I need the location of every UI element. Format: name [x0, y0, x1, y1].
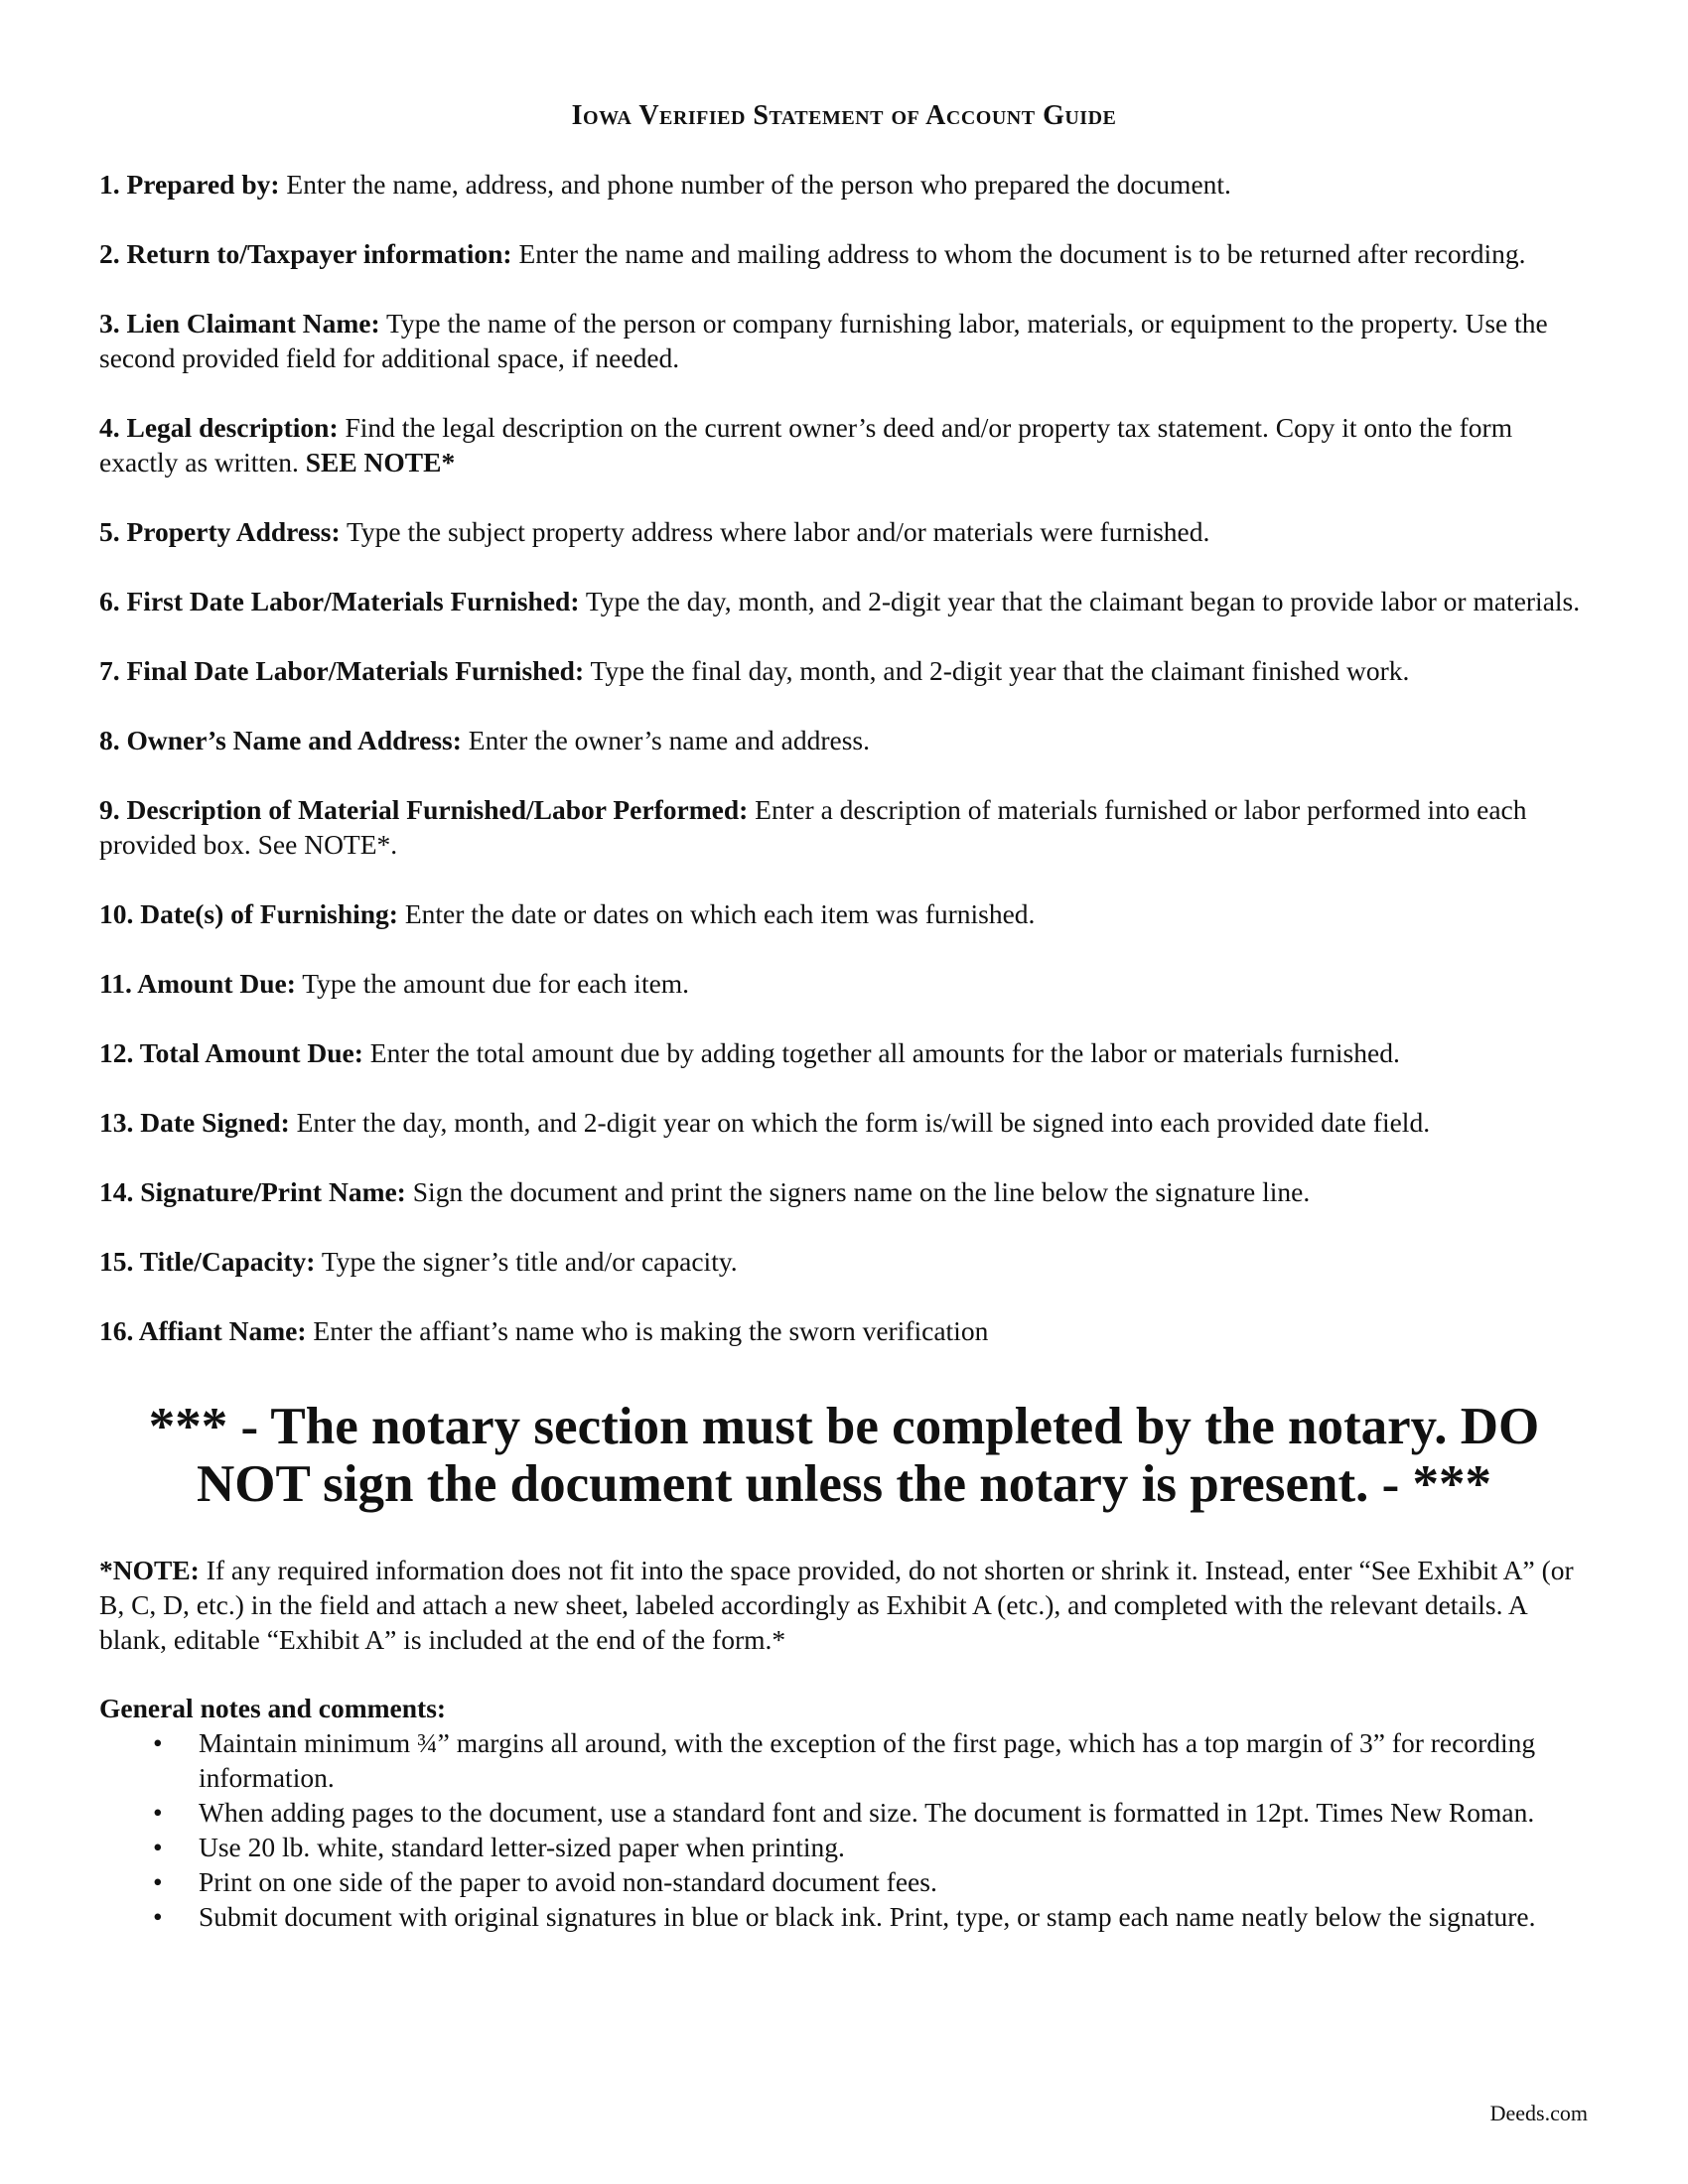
instruction-label: 4. Legal description: [99, 412, 339, 443]
instruction-text: Enter the name and mailing address to whom the document is to be returned after recording. [511, 238, 1526, 269]
instruction-item [99, 1313, 1589, 1348]
instruction-label: 9. Description of Material Furnished/Labor Performed: [99, 794, 749, 825]
instruction-item [99, 653, 1589, 688]
bullet-text: When adding pages to the document, use a standard font and size. The document is formatted in 12pt. Times New Roman. [199, 1797, 1535, 1828]
list-item [99, 1795, 1589, 1830]
instruction-text: Enter the date or dates on which each item was furnished. [397, 898, 1036, 929]
instruction-label: 1. Prepared by: [99, 169, 280, 200]
exhibit-note [99, 1553, 1589, 1657]
instruction-label: 11. Amount Due: [99, 968, 296, 999]
document-title: Iowa Verified Statement of Account Guide [571, 100, 1117, 131]
see-note-reference: SEE NOTE* [305, 447, 456, 478]
instruction-label: 7. Final Date Labor/Materials Furnished: [99, 655, 585, 686]
instruction-text: Type the subject property address where labor and/or materials were furnished. [340, 516, 1210, 547]
general-notes-heading: General notes and comments: [99, 1693, 447, 1723]
instruction-text: Enter a description of materials furnished or labor performed into each provided box. See NOTE*. [99, 794, 1527, 860]
list-item [99, 1830, 1589, 1864]
notary-warning: *** - The notary section must be completed by the notary. DO NOT sign the document unless the notary is present. - *** [148, 1398, 1540, 1513]
instruction-item [99, 896, 1589, 931]
instruction-label: 5. Property Address: [99, 516, 341, 547]
bullet-icon: • [153, 1866, 163, 1897]
instruction-text: Type the amount due for each item. [295, 968, 690, 999]
bullet-icon: • [153, 1797, 163, 1828]
footer-brand: Deeds.com [1489, 2101, 1588, 2125]
instruction-label: 15. Title/Capacity: [99, 1246, 316, 1277]
instruction-item [99, 723, 1589, 757]
instruction-text: Type the name of the person or company furnishing labor, materials, or equipment to the property. Use the second provided field for additional space, if needed. [99, 308, 1548, 373]
instruction-item [99, 410, 1589, 479]
bullet-text: Maintain minimum ¾” margins all around, with the exception of the first page, which has a top margin of 3” for recording information. [199, 1727, 1536, 1793]
instruction-item [99, 1035, 1589, 1070]
instruction-item [99, 966, 1589, 1001]
instruction-item [99, 167, 1589, 202]
instruction-text: Enter the name, address, and phone number of the person who prepared the document. [279, 169, 1231, 200]
instruction-list [99, 167, 1589, 1348]
instruction-label: 12. Total Amount Due: [99, 1037, 363, 1068]
instruction-text: Type the day, month, and 2-digit year that the claimant began to provide labor or materials. [579, 586, 1581, 616]
bullet-text: Use 20 lb. white, standard letter-sized paper when printing. [199, 1832, 845, 1862]
bullet-icon: • [153, 1727, 163, 1758]
note-text: If any required information does not fit into the space provided, do not shorten or shrink it. Instead, enter “See Exhibit A” (or B, C, D, etc.) in the field and attach a new sheet, labeled accordingly as Exhibit A (etc.), and completed with the relevant details. A blank, editable “Exhibit A” is included at the end of the form.* [99, 1555, 1574, 1655]
note-label: *NOTE: [99, 1555, 200, 1585]
bullet-icon: • [153, 1832, 163, 1862]
instruction-item [99, 1244, 1589, 1279]
list-item [99, 1864, 1589, 1899]
general-notes [99, 1691, 1589, 1934]
instruction-label: 16. Affiant Name: [99, 1315, 307, 1346]
list-item [99, 1899, 1589, 1934]
document-page [99, 99, 1589, 1934]
instruction-item [99, 306, 1589, 375]
list-item [99, 1725, 1589, 1795]
instruction-text: Find the legal description on the current owner’s deed and/or property tax statement. Copy it onto the form exactly as written. [99, 412, 1513, 478]
instruction-item [99, 1105, 1589, 1140]
instruction-item [99, 584, 1589, 618]
instruction-text: Enter the owner’s name and address. [461, 725, 870, 755]
instruction-label: 3. Lien Claimant Name: [99, 308, 380, 339]
instruction-text: Enter the day, month, and 2-digit year on which the form is/will be signed into each provided date field. [289, 1107, 1431, 1138]
instruction-item [99, 514, 1589, 549]
instruction-text: Sign the document and print the signers name on the line below the signature line. [405, 1176, 1311, 1207]
instruction-label: 10. Date(s) of Furnishing: [99, 898, 398, 929]
instruction-label: 13. Date Signed: [99, 1107, 290, 1138]
instruction-label: 6. First Date Labor/Materials Furnished: [99, 586, 580, 616]
instruction-label: 2. Return to/Taxpayer information: [99, 238, 512, 269]
instruction-text: Enter the affiant’s name who is making the sworn verification [306, 1315, 989, 1346]
instruction-item [99, 792, 1589, 862]
bullet-text: Submit document with original signatures in blue or black ink. Print, type, or stamp each name neatly below the signature. [199, 1901, 1536, 1932]
bullet-icon: • [153, 1901, 163, 1932]
instruction-label: 14. Signature/Print Name: [99, 1176, 406, 1207]
instruction-text: Type the final day, month, and 2-digit year that the claimant finished work. [584, 655, 1410, 686]
bullet-text: Print on one side of the paper to avoid non-standard document fees. [199, 1866, 937, 1897]
instruction-label: 8. Owner’s Name and Address: [99, 725, 462, 755]
instruction-text: Enter the total amount due by adding together all amounts for the labor or materials furnished. [362, 1037, 1400, 1068]
instruction-text: Type the signer’s title and/or capacity. [315, 1246, 738, 1277]
general-notes-list [99, 1725, 1589, 1934]
instruction-item [99, 1174, 1589, 1209]
instruction-item [99, 236, 1589, 271]
